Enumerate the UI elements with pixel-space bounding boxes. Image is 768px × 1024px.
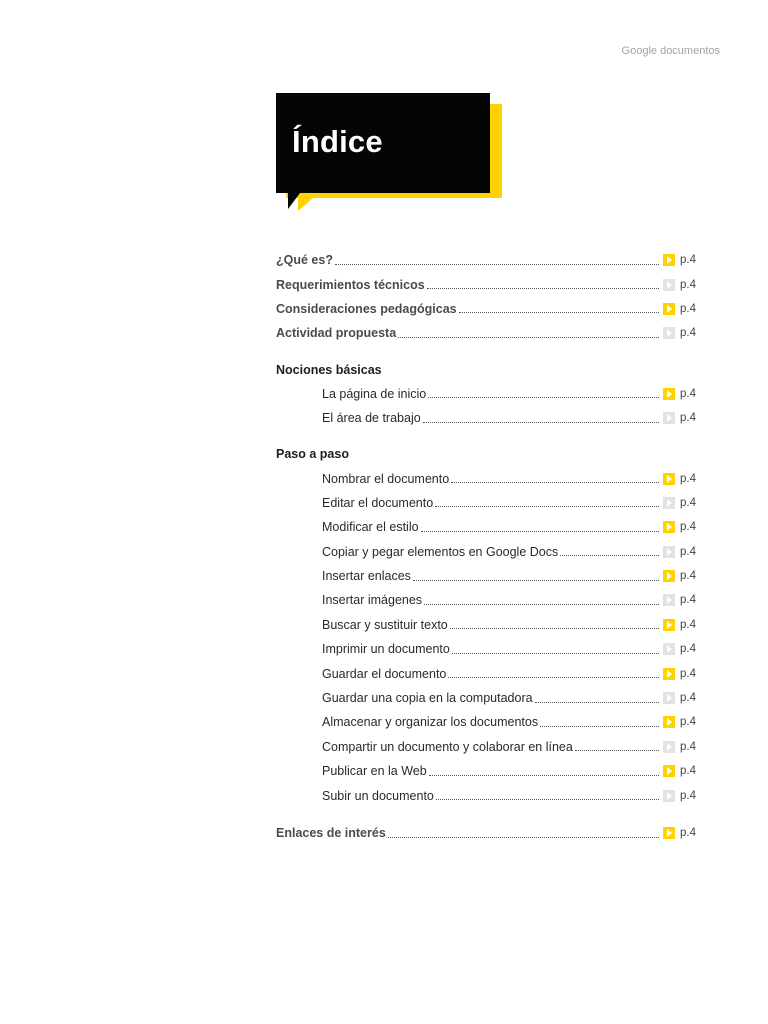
- toc-entry[interactable]: [276, 515, 696, 539]
- play-arrow-icon: [663, 388, 675, 400]
- toc-entry[interactable]: [276, 297, 696, 321]
- play-arrow-icon: [663, 827, 675, 839]
- play-arrow-icon: [663, 594, 675, 606]
- toc-group-outro: [276, 821, 696, 845]
- dot-leader: [429, 763, 659, 776]
- toc-entry-page: p.4: [680, 740, 696, 753]
- title-block: [276, 93, 506, 223]
- toc-entry-page: p.4: [680, 765, 696, 778]
- toc-entry[interactable]: [276, 735, 696, 759]
- toc-entry-page: p.4: [680, 496, 696, 509]
- toc-entry[interactable]: [276, 564, 696, 588]
- toc-entry[interactable]: [276, 248, 696, 272]
- dot-leader: [388, 825, 659, 838]
- toc-entry[interactable]: [276, 491, 696, 515]
- toc-entry-label: Insertar imágenes: [322, 593, 423, 608]
- toc-entry[interactable]: [276, 588, 696, 612]
- toc-entry-page: p.4: [680, 327, 696, 340]
- toc-entry-page: p.4: [680, 472, 696, 485]
- dot-leader: [560, 543, 659, 556]
- play-arrow-icon: [663, 303, 675, 315]
- toc-entry-label: Guardar una copia en la computadora: [322, 691, 533, 706]
- toc-entry-label: Consideraciones pedagógicas: [276, 301, 457, 316]
- toc-entry[interactable]: [276, 821, 696, 845]
- toc-entry-page: p.4: [680, 412, 696, 425]
- play-arrow-icon: [663, 546, 675, 558]
- toc-entry-page: p.4: [680, 302, 696, 315]
- toc-entry-label: ¿Qué es?: [276, 253, 333, 268]
- toc-entry-page: p.4: [680, 643, 696, 656]
- dot-leader: [398, 325, 659, 338]
- play-arrow-icon: [663, 741, 675, 753]
- toc-entry-page: p.4: [680, 618, 696, 631]
- toc-entry-label: Nombrar el documento: [322, 471, 450, 486]
- toc-entry-page: p.4: [680, 667, 696, 680]
- play-arrow-icon: [663, 716, 675, 728]
- toc-entry[interactable]: [276, 759, 696, 783]
- dot-leader: [540, 714, 659, 727]
- dot-leader: [428, 385, 659, 398]
- toc-entry-page: p.4: [680, 570, 696, 583]
- toc-entry-label: Subir un documento: [322, 788, 434, 803]
- play-arrow-icon: [663, 668, 675, 680]
- toc-entry-page: p.4: [680, 716, 696, 729]
- play-arrow-icon: [663, 412, 675, 424]
- toc-entry-label: Almacenar y organizar los documentos: [322, 715, 539, 730]
- toc-entry-page: p.4: [680, 827, 696, 839]
- toc-entry-label: Copiar y pegar elementos en Google Docs: [322, 544, 559, 559]
- title-box-tail: [288, 193, 300, 209]
- toc-entry-label: La página de inicio: [322, 386, 427, 401]
- toc-entry[interactable]: [276, 686, 696, 710]
- play-arrow-icon: [663, 570, 675, 582]
- toc-entry-label: Enlaces de interés: [276, 826, 386, 840]
- toc-entry[interactable]: [276, 637, 696, 661]
- toc-entry[interactable]: [276, 710, 696, 734]
- toc-entry[interactable]: [276, 661, 696, 685]
- page-title: Índice: [292, 124, 383, 159]
- toc-entry[interactable]: [276, 321, 696, 345]
- title-box: [276, 93, 490, 193]
- dot-leader: [436, 787, 659, 800]
- section-heading-nociones: Nociones básicas: [276, 362, 382, 377]
- toc-entry-label: Editar el documento: [322, 495, 434, 510]
- dot-leader: [423, 410, 659, 423]
- toc-entry-label: Compartir un documento y colaborar en línea: [322, 739, 573, 754]
- toc-entry[interactable]: [276, 540, 696, 564]
- dot-leader: [575, 738, 659, 751]
- dot-leader: [452, 641, 659, 654]
- toc-entry-page: p.4: [680, 254, 696, 267]
- toc-entry-page: p.4: [680, 789, 696, 802]
- toc-group-intro: [276, 248, 696, 346]
- toc-entry-label: Imprimir un documento: [322, 642, 450, 657]
- toc-entry-label: Actividad propuesta: [276, 326, 397, 341]
- toc-entry-page: p.4: [680, 594, 696, 607]
- toc-entry-page: p.4: [680, 521, 696, 534]
- toc-entry-label: Insertar enlaces: [322, 569, 411, 584]
- section-heading-paso: Paso a paso: [276, 447, 349, 462]
- toc-entry[interactable]: [276, 466, 696, 490]
- play-arrow-icon: [663, 473, 675, 485]
- play-arrow-icon: [663, 692, 675, 704]
- title-accent-tail: [298, 197, 314, 211]
- toc-entry-label: El área de trabajo: [322, 411, 421, 426]
- toc-entry-label: Guardar el documento: [322, 666, 447, 681]
- play-arrow-icon: [663, 643, 675, 655]
- play-arrow-icon: [663, 254, 675, 266]
- dot-leader: [535, 690, 659, 703]
- dot-leader: [451, 470, 659, 483]
- toc-entry-page: p.4: [680, 545, 696, 558]
- toc-entry-page: p.4: [680, 278, 696, 291]
- toc-entry[interactable]: [276, 613, 696, 637]
- dot-leader: [450, 616, 659, 629]
- dot-leader: [335, 252, 659, 265]
- toc-group-paso: [276, 466, 696, 807]
- play-arrow-icon: [663, 619, 675, 631]
- toc-entry-page: p.4: [680, 387, 696, 400]
- play-arrow-icon: [663, 790, 675, 802]
- dot-leader: [413, 568, 659, 581]
- toc-entry[interactable]: [276, 382, 696, 406]
- dot-leader: [448, 665, 659, 678]
- running-header: Google documentos: [621, 45, 720, 57]
- toc-entry[interactable]: [276, 406, 696, 430]
- toc-entry[interactable]: [276, 272, 696, 296]
- play-arrow-icon: [663, 279, 675, 291]
- dot-leader: [427, 276, 659, 289]
- play-arrow-icon: [663, 521, 675, 533]
- dot-leader: [435, 494, 659, 507]
- play-arrow-icon: [663, 497, 675, 509]
- toc-entry-label: Publicar en la Web: [322, 764, 427, 779]
- toc-entry-label: Buscar y sustituir texto: [322, 617, 448, 632]
- dot-leader: [421, 519, 659, 532]
- table-of-contents: [276, 248, 696, 845]
- toc-entry-label: Requerimientos técnicos: [276, 277, 425, 292]
- play-arrow-icon: [663, 765, 675, 777]
- toc-entry[interactable]: [276, 783, 696, 807]
- play-arrow-icon: [663, 327, 675, 339]
- toc-entry-page: p.4: [680, 692, 696, 705]
- dot-leader: [424, 592, 659, 605]
- toc-group-nociones: [276, 382, 696, 431]
- toc-entry-label: Modificar el estilo: [322, 520, 419, 535]
- dot-leader: [459, 300, 659, 313]
